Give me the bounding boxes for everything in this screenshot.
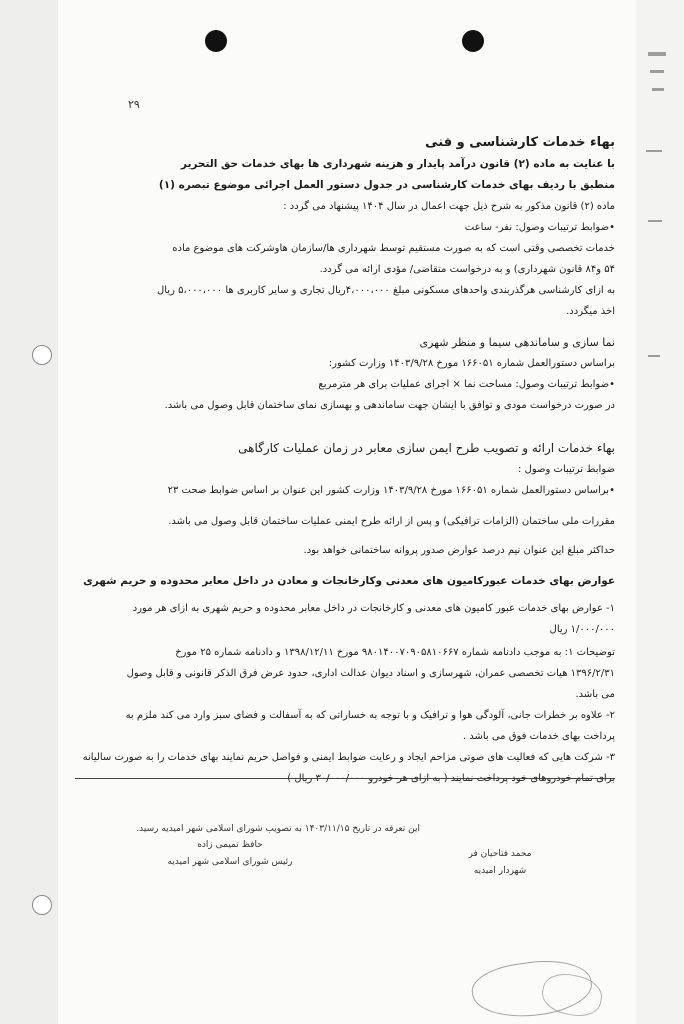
- paragraph: •ضوابط ترتیبات وصول: نفر- ساعت: [464, 222, 615, 233]
- section-expert-services: [70, 135, 615, 320]
- paragraph: ۵۴ و۸۴ قانون شهرداری) و به درخواست متقاضی/ مؤدی ارائه می گردد.: [319, 264, 615, 275]
- punch-hole: [205, 30, 227, 52]
- section-truck-fees: [70, 573, 615, 787]
- paragraph: ۱/۰۰۰/۰۰۰ ریال: [549, 624, 615, 635]
- paragraph: اخذ میگردد.: [566, 306, 615, 317]
- paragraph: حداکثر مبلغ این عنوان نیم درصد عوارض صدور پروانه ساختمانی خواهد بود.: [303, 545, 615, 556]
- council-head-name: حافظ تمیمی زاده: [197, 840, 263, 850]
- binder-ring: [32, 895, 52, 915]
- paragraph: با عنایت به ماده (۲) قانون درآمد پایدار و هزینه شهرداری ها بهای خدمات حق التحریر: [180, 158, 615, 170]
- scan-mark: [648, 220, 662, 222]
- paragraph: ۱۳۹۶/۲/۳۱ هیات تخصصی عمران، شهرسازی و اسناد دیوان عدالت اداری، حدود عرض فرق الذکر قانونی و قابل وصول: [126, 668, 615, 679]
- paragraph: به ازای کارشناسی هرگذربندی واحدهای مسکونی مبلغ ۴،۰۰۰،۰۰۰ریال تجاری و سایر کاربری ها ۵،۰۰۰،۰۰۰ ریال: [156, 285, 615, 296]
- footer-divider: [75, 778, 615, 779]
- paragraph: •ضوابط ترتیبات وصول: مساحت نما × اجرای عملیات برای هر مترمربع: [318, 379, 615, 390]
- paragraph: می باشد.: [575, 689, 615, 700]
- punch-hole: [462, 30, 484, 52]
- binder-ring: [32, 345, 52, 365]
- paragraph: توضیحات ۱: به موجب دادنامه شماره ۹۸۰۱۴۰۰۷۰۹۰۵۸۱۰۶۶۷ مورخ ۱۳۹۸/۱۲/۱۱ و دادنامه شماره ۲۵ مورخ: [175, 647, 615, 658]
- section-heading: بهاء خدمات کارشناسی و فنی: [425, 135, 615, 150]
- scan-mark: [652, 88, 664, 91]
- council-head-title: رئیس شورای اسلامی شهر امیدیه: [167, 857, 293, 867]
- page-background-right: [636, 0, 684, 1024]
- paragraph: منطبق با ردیف بهای خدمات کارشناسی در جدول دستور العمل اجرائی موضوع تبصره (۱): [158, 179, 615, 191]
- paragraph: پرداخت بهای خدمات فوق می باشد .: [462, 731, 615, 742]
- scan-mark: [646, 150, 662, 152]
- section-facade: [70, 334, 615, 414]
- paragraph: ماده (۲) قانون مذکور به شرح ذیل جهت اعمال در سال ۱۴۰۴ پیشنهاد می گردد :: [283, 201, 615, 212]
- section-heading: بهاء خدمات ارائه و تصویب طرح ایمن سازی معابر در زمان عملیات کارگاهی: [238, 441, 615, 455]
- paragraph: ۲- علاوه بر خطرات جانی، آلودگی هوا و ترافیک و با توجه به خساراتی که به آسفالت و فضای سبز وارد می کند ملزم به: [125, 710, 615, 721]
- paragraph: ۱- عوارض بهای خدمات عبور کامیون های معدنی و کارخانجات در داخل معابر محدوده و حریم شهری به ازای هر مورد: [132, 603, 615, 614]
- section-heading: عوارض بهای خدمات عبورکامیون های معدنی وکارخانجات و معادن در داخل معابر محدوده و حریم شهری: [83, 575, 615, 587]
- paragraph: مقررات ملی ساختمان (الزامات ترافیکی) و پس از ارائه طرح ایمنی عملیات ساختمان قابل وصول می باشد.: [168, 516, 615, 527]
- paragraph: •براساس دستورالعمل شماره ۱۶۶۰۵۱ مورخ ۱۴۰۳/۹/۲۸ وزارت کشور این عنوان بر اساس ضوابط صحت ۲۳: [167, 485, 615, 496]
- scan-mark: [650, 70, 664, 73]
- paragraph: خدمات تخصصی وقتی است که به صورت مستقیم توسط شهرداری ها/سازمان هاوشرکت های موضوع ماده: [172, 243, 615, 254]
- approval-note: این تعرفه در تاریخ ۱۴۰۳/۱۱/۱۵ به تصویب شورای اسلامی شهر امیدیه رسید.: [136, 824, 420, 834]
- page-background-left: [0, 0, 58, 1024]
- section-heading: نما سازی و ساماندهی سیما و منظر شهری: [419, 336, 615, 349]
- mayor-title: شهردار امیدیه: [473, 866, 527, 876]
- document-body: [70, 95, 615, 791]
- scan-mark: [648, 52, 666, 56]
- paragraph: در صورت درخواست مودی و توافق با ایشان جهت ساماندهی و بهسازی نمای ساختمان قابل وصول می باشد.: [164, 400, 615, 411]
- paragraph: ۳- شرکت هایی که فعالیت های صوتی مزاحم ایجاد و رعایت ضوابط ایمنی و فواصل حریم نمایند بهای خدمات را به صورت سالیانه: [82, 752, 615, 763]
- scan-mark: [648, 355, 660, 357]
- section-safety-plan: [70, 440, 615, 559]
- paragraph: ضوابط ترتیبات وصول :: [518, 464, 615, 475]
- page-number: ۲۹: [128, 98, 140, 111]
- mayor-name: محمد فتاحیان فر: [468, 849, 532, 859]
- paragraph: براساس دستورالعمل شماره ۱۶۶۰۵۱ مورخ ۱۴۰۳/۹/۲۸ وزارت کشور:: [328, 358, 615, 369]
